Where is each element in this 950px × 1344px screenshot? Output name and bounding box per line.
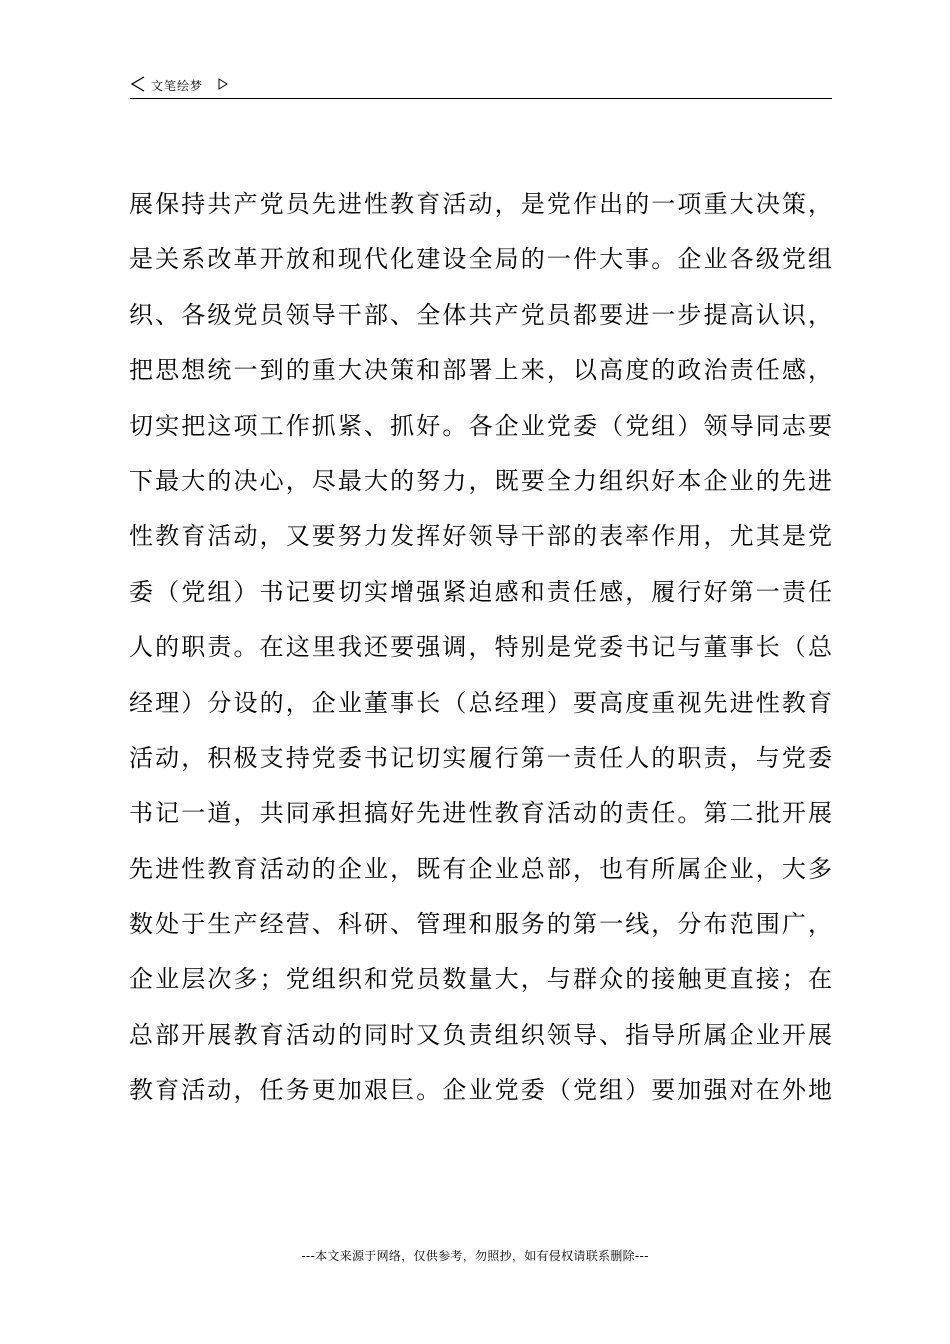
triangle-left-outline-icon	[130, 76, 146, 92]
text-line: 经理）分设的，企业董事长（总经理）要高度重视先进性教育	[129, 688, 832, 717]
text-line: 先进性教育活动的企业，既有企业总部，也有所属企业，大多	[129, 854, 832, 883]
text-line: 人的职责。在这里我还要强调，特别是党委书记与董事长（总	[129, 633, 832, 662]
text-line: 切实把这项工作抓紧、抓好。各企业党委（党组）领导同志要	[129, 411, 832, 440]
page-footer: ---本文来源于网络，仅供参考，勿照抄，如有侵权请联系删除---	[301, 1249, 649, 1263]
text-line: 下最大的决心，尽最大的努力，既要全力组织好本企业的先进	[129, 466, 832, 495]
text-line: 总部开展教育活动的同时又负责组织领导、指导所属企业开展	[129, 1020, 832, 1049]
triangle-right-outline-icon	[218, 78, 228, 90]
text-line: 企业层次多；党组织和党员数量大，与群众的接触更直接；在	[129, 965, 832, 994]
text-line: 活动，积极支持党委书记切实履行第一责任人的职责，与党委	[129, 743, 832, 772]
body-text	[129, 181, 832, 1123]
text-line: 数处于生产经营、科研、管理和服务的第一线，分布范围广，	[129, 910, 832, 939]
text-line: 展保持共产党员先进性教育活动，是党作出的一项重大决策，	[129, 190, 832, 218]
text-line: 教育活动，任务更加艰巨。企业党委（党组）要加强对在外地	[129, 1076, 832, 1105]
page-header	[130, 74, 832, 99]
text-line: 把思想统一到的重大决策和部署上来，以高度的政治责任感，	[129, 356, 832, 385]
text-line: 性教育活动，又要努力发挥好领导干部的表率作用，尤其是党	[129, 522, 832, 551]
text-line: 委（党组）书记要切实增强紧迫感和责任感，履行好第一责任	[129, 577, 832, 606]
text-line: 是关系改革开放和现代化建设全局的一件大事。企业各级党组	[129, 245, 832, 274]
text-line: 书记一道，共同承担搞好先进性教育活动的责任。第二批开展	[129, 799, 832, 828]
header-title: 文笔绘梦	[151, 79, 204, 93]
text-line: 织、各级党员领导干部、全体共产党员都要进一步提高认识，	[129, 300, 832, 329]
